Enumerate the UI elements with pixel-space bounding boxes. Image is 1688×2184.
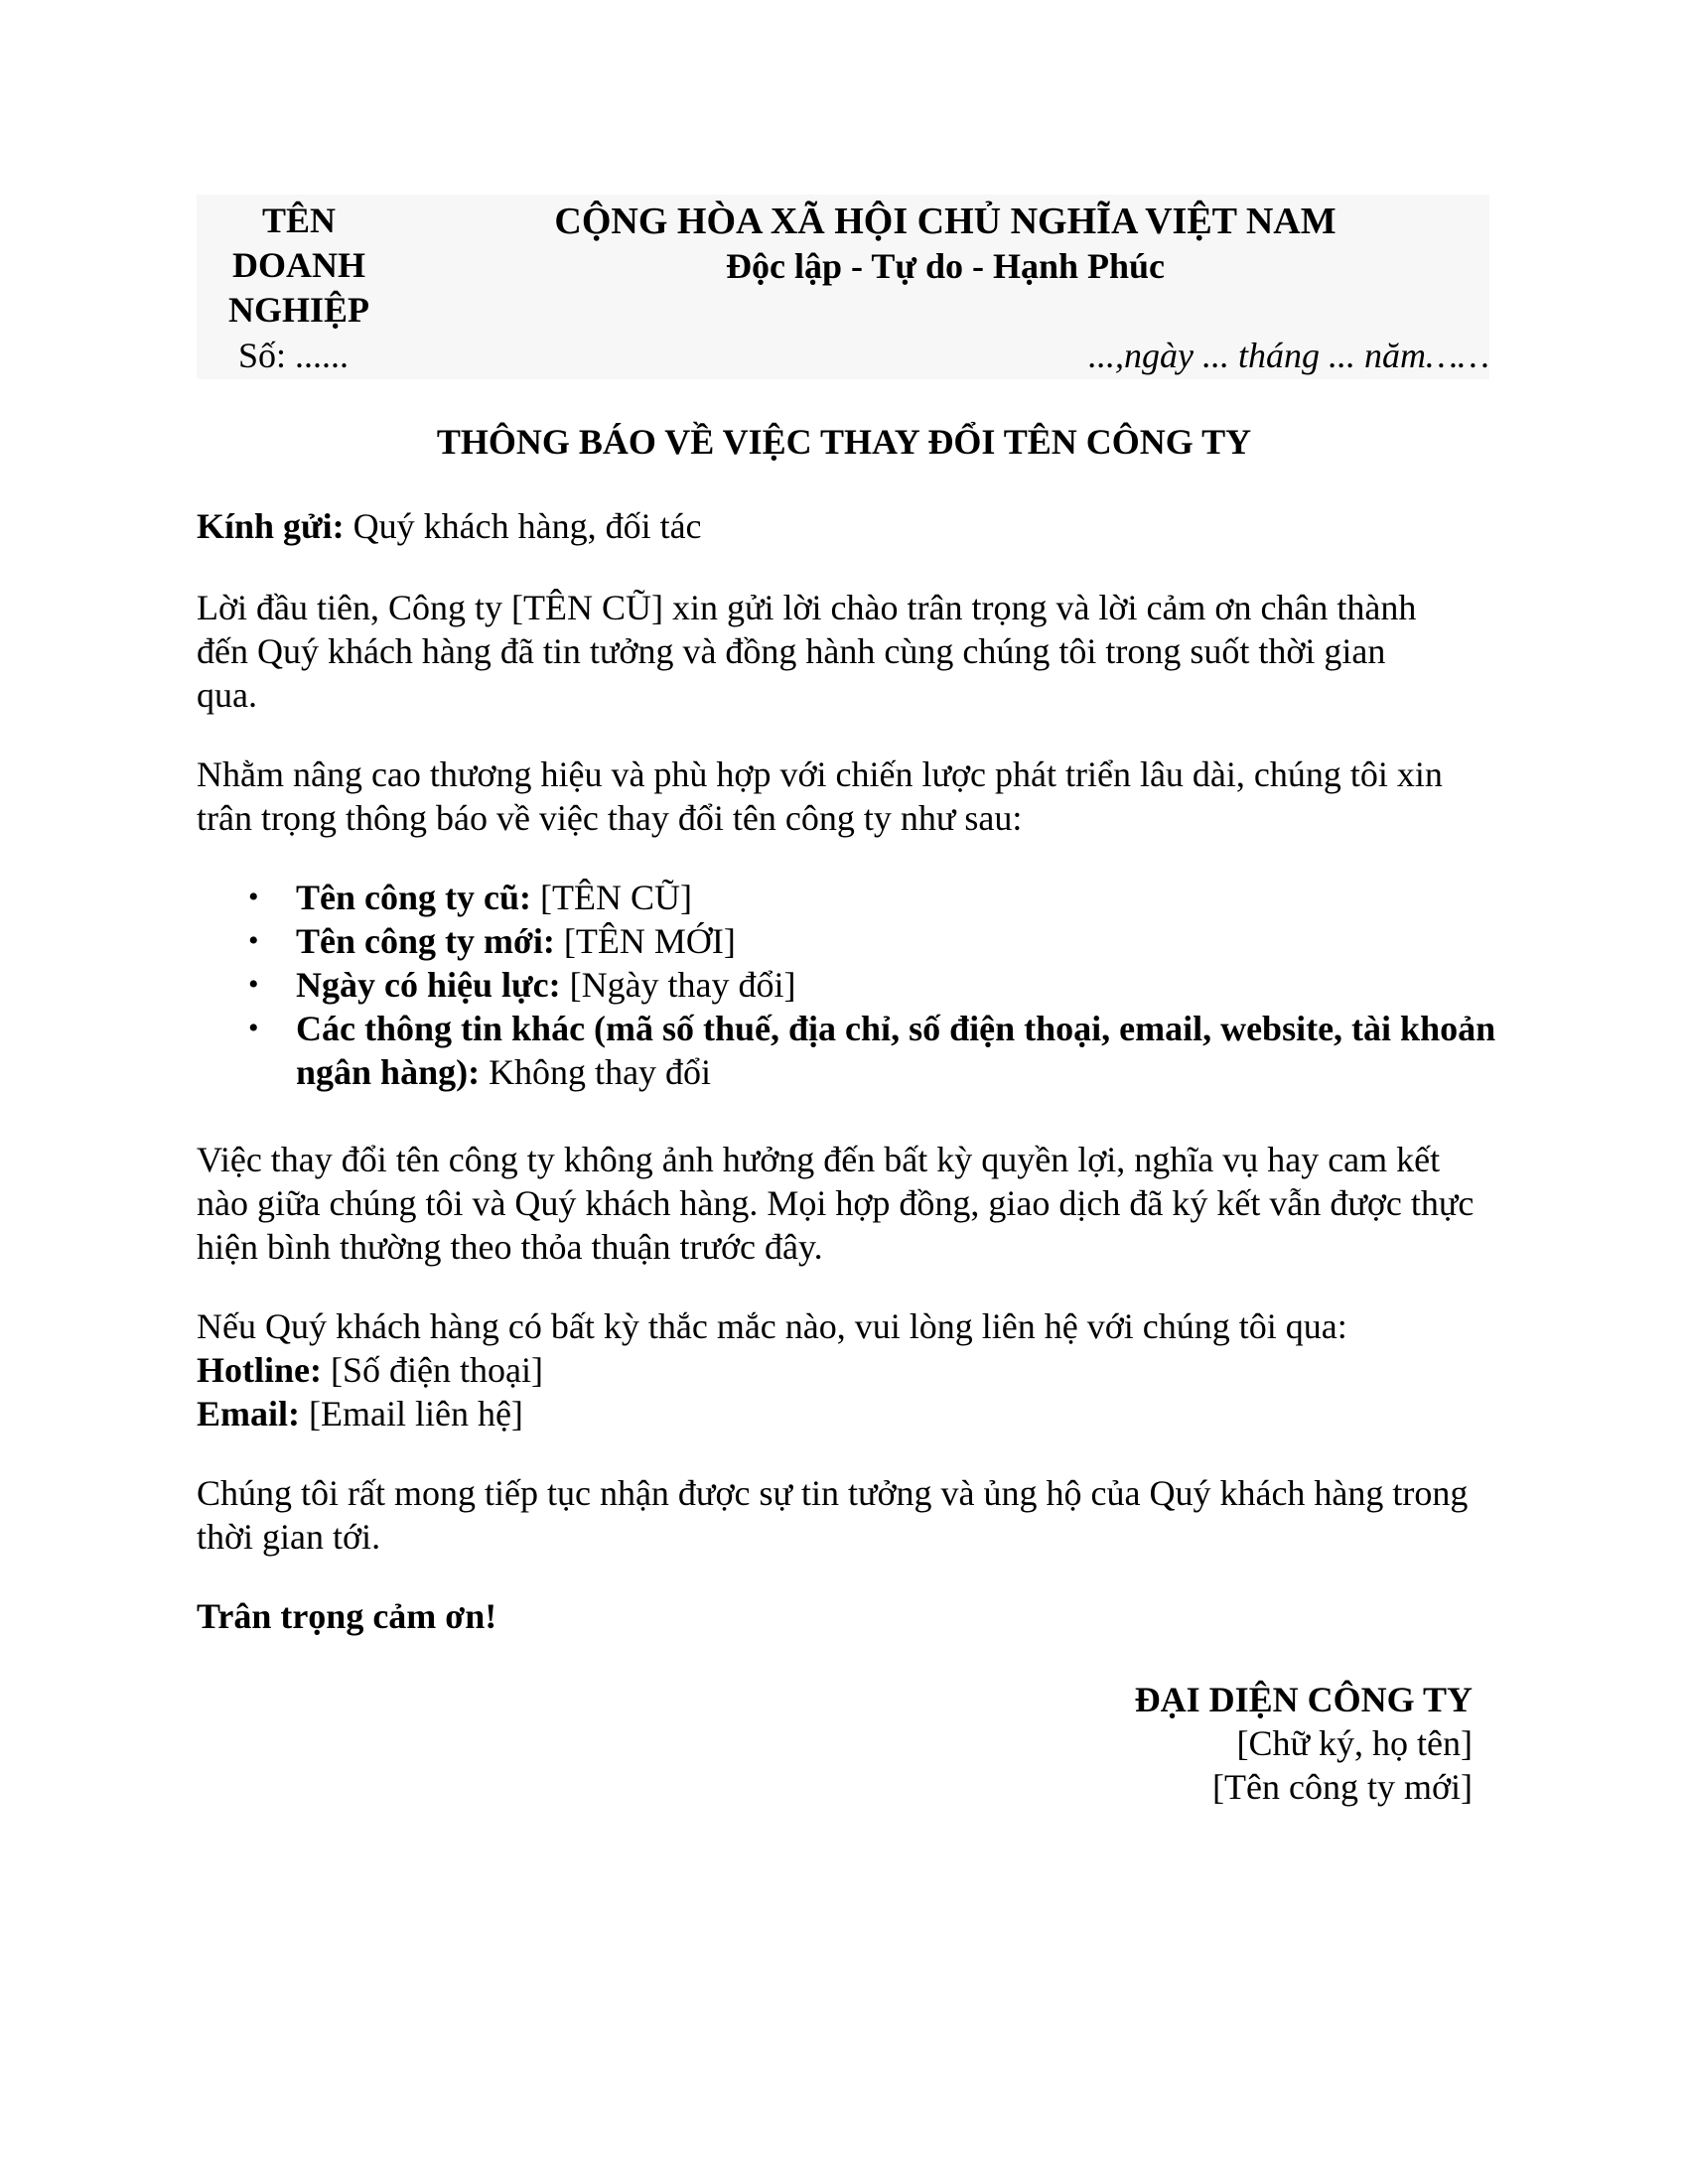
organization-name: [197, 199, 401, 333]
contact-block: [197, 1304, 1497, 1435]
document-number: Số: ......: [238, 336, 350, 375]
item-value: [Ngày thay đổi]: [560, 965, 796, 1005]
paragraph-contact: Nếu Quý khách hàng có bất kỳ thắc mắc nào, vui lòng liên hệ với chúng tôi qua:: [197, 1306, 1347, 1346]
email-value: [Email liên hệ]: [300, 1394, 523, 1433]
signature-name-line: [Chữ ký, họ tên]: [1236, 1723, 1473, 1763]
item-label: Ngày có hiệu lực:: [296, 965, 561, 1005]
document-title: THÔNG BÁO VỀ VIỆC THAY ĐỔI TÊN CÔNG TY: [436, 422, 1252, 462]
item-label: Tên công ty cũ:: [296, 878, 531, 917]
national-motto: Độc lập - Tự do - Hạnh Phúc: [725, 246, 1166, 286]
list-item: [197, 1007, 1497, 1094]
item-value: [TÊN MỚI]: [554, 921, 736, 961]
paragraph-intro: Lời đầu tiên, Công ty [TÊN CŨ] xin gửi lời chào trân trọng và lời cảm ơn chân thành đến Quý khách hàng đã tin tưởng và đồng hành cùng chúng tôi trong suốt thời gian qua.: [197, 588, 1417, 715]
date-line: ...,ngày ... tháng ... năm……: [1088, 336, 1489, 375]
list-item: [197, 919, 1497, 963]
nation-name: CỘNG HÒA XÃ HỘI CHỦ NGHĨA VIỆT NAM: [554, 201, 1336, 242]
list-item: [197, 963, 1497, 1007]
hotline-label: Hotline:: [197, 1350, 322, 1390]
change-details-list: [197, 876, 1497, 1094]
paragraph-purpose: Nhằm nâng cao thương hiệu và phù hợp với chiến lược phát triển lâu dài, chúng tôi xin trân trọng thông báo về việc thay đổi tên công ty như sau:: [197, 754, 1443, 838]
greeting-text: Quý khách hàng, đối tác: [344, 506, 702, 546]
national-header: [401, 199, 1489, 288]
item-label: Tên công ty mới:: [296, 921, 555, 961]
paragraph-impact: Việc thay đổi tên công ty không ảnh hưởng đến bất kỳ quyền lợi, nghĩa vụ hay cam kết nào giữa chúng tôi và Quý khách hàng. Mọi hợp đồng, giao dịch đã ký kết vẫn được thực hiện bình thường theo thỏa thuận trước đây.: [197, 1140, 1475, 1267]
hotline-line: [197, 1348, 1497, 1392]
bullet-icon: •: [248, 968, 259, 1001]
signature-block: [1135, 1678, 1473, 1809]
paragraph-thanks: Chúng tôi rất mong tiếp tục nhận được sự tin tưởng và ủng hộ của Quý khách hàng trong thời gian tới.: [197, 1473, 1469, 1557]
signature-company-line: [Tên công ty mới]: [1212, 1767, 1473, 1807]
greeting-label: Kính gửi:: [197, 506, 345, 546]
org-name-line-2: DOANH: [232, 245, 365, 285]
greeting: [197, 504, 1497, 548]
org-name-line-1: TÊN: [261, 201, 337, 240]
org-name-line-3: NGHIỆP: [227, 290, 369, 330]
email-label: Email:: [197, 1394, 300, 1433]
email-line: [197, 1392, 1497, 1435]
hotline-value: [Số điện thoại]: [321, 1350, 543, 1390]
bullet-icon: •: [248, 1012, 259, 1044]
closing-line: Trân trọng cảm ơn!: [197, 1596, 497, 1636]
bullet-icon: •: [248, 881, 259, 913]
bullet-icon: •: [248, 924, 259, 957]
item-label: Các thông tin khác (mã số thuế, địa chỉ, số điện thoại, email, website, tài khoản ngân hàng):: [296, 1009, 1496, 1092]
item-value: Không thay đổi: [480, 1052, 712, 1092]
signature-title: ĐẠI DIỆN CÔNG TY: [1134, 1680, 1473, 1719]
list-item: [197, 876, 1497, 919]
item-value: [TÊN CŨ]: [531, 878, 692, 917]
